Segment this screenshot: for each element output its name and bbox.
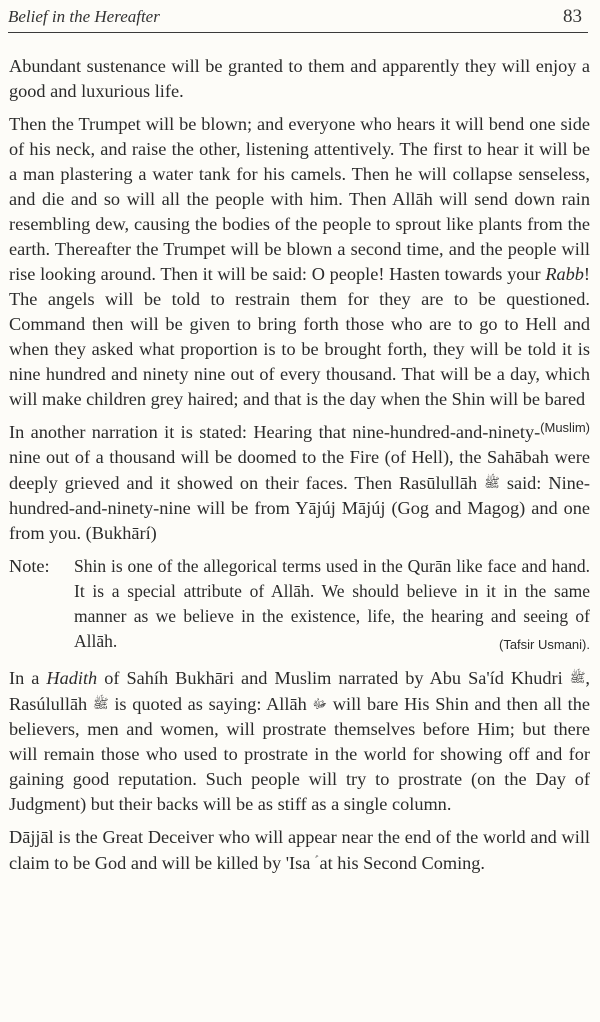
page-number: 83 [563,6,582,27]
salawat-glyph: ﷺ [484,475,500,490]
source-muslim: (Muslim) [540,420,590,435]
note-block [9,554,590,657]
page-header [8,6,588,33]
rabb-term: Rabb [545,264,584,284]
paragraph-4: In a Hadith of Sahíh Bukhāri and Muslim narrated by Abu Sa'íd Khudri ﷺ, Rasúlullāh ﷺ is quoted as saying: Allāh ﷻ will bare His Shin and then all the believers, men and women, will prostrate themselves before Him; but there will remain those who used to prostrate in the world for showing off and for gaining good reputation. Such people will try to prostrate (on the Day of Judgment) but their backs will be as stiff as a single column. [9,668,591,814]
note-label: Note: [9,556,50,576]
paragraph-1: Abundant sustenance will be granted to them and apparently they will enjoy a good and luxurious life. [9,56,590,101]
paragraph-3: In another narration it is stated: Hearing that nine-hundred-and-ninety-nine out of a thousand will be doomed to the Fire (of Hell), the Sahābah were deeply grieved and it showed on their faces. Then Rasūlullāh ﷺ said: Nine-hundred-and-ninety-nine will be from Yājúj Mājúj (Gog and Magog) and one from you. (Bukhārí) [9,422,591,543]
note-body: Shin is one of the allegorical terms used in the Qurān like face and hand. It is a special attribute of Allāh. We should believe in it in the same manner as we believe in the existence, life, the hearing and seeing of Allāh. (Tafsir Usmani). [74,554,590,657]
paragraph-2: Then the Trumpet will be blown; and everyone who hears it will bend one side of his neck, and raise the other, listening attentively. The first to hear it will be a man plastering a water tank for his camels. Then he will collapse senseless, and die and so will all the people with him. Then Allāh will send down rain resembling dew, causing the bodies of the people to sprout like plants from the earth. Thereafter the Trumpet will be blown a second time, and the people will rise looking around. Then it will be said: O people! Hasten towards your Rabb! The angels will be told to restrain them for they are to be questioned. Command then will be given to bring forth those who are to go to Hell and when they asked what proportion is to be brought forth, they will be told it is nine hundred and ninety nine out of every thousand. That will be a day, which will make children grey haired; and that is the day when the Shin will be bared (Muslim) [9,112,590,412]
source-tafsir: (Tafsir Usmani). [498,637,590,652]
salawat-glyph: ﷺ [92,696,109,711]
radiallahu-glyph: ﷺ [569,670,586,685]
page-body [9,54,590,884]
paragraph-5: Dājjāl is the Great Deceiver who will appear near the end of the world and will claim to be God and will be killed by 'Isa at his Second Coming. [9,827,590,873]
subhanahu-glyph: ﷻ [312,696,328,711]
running-title: Belief in the Hereafter [8,7,160,26]
hadith-term: Hadith [46,668,98,688]
